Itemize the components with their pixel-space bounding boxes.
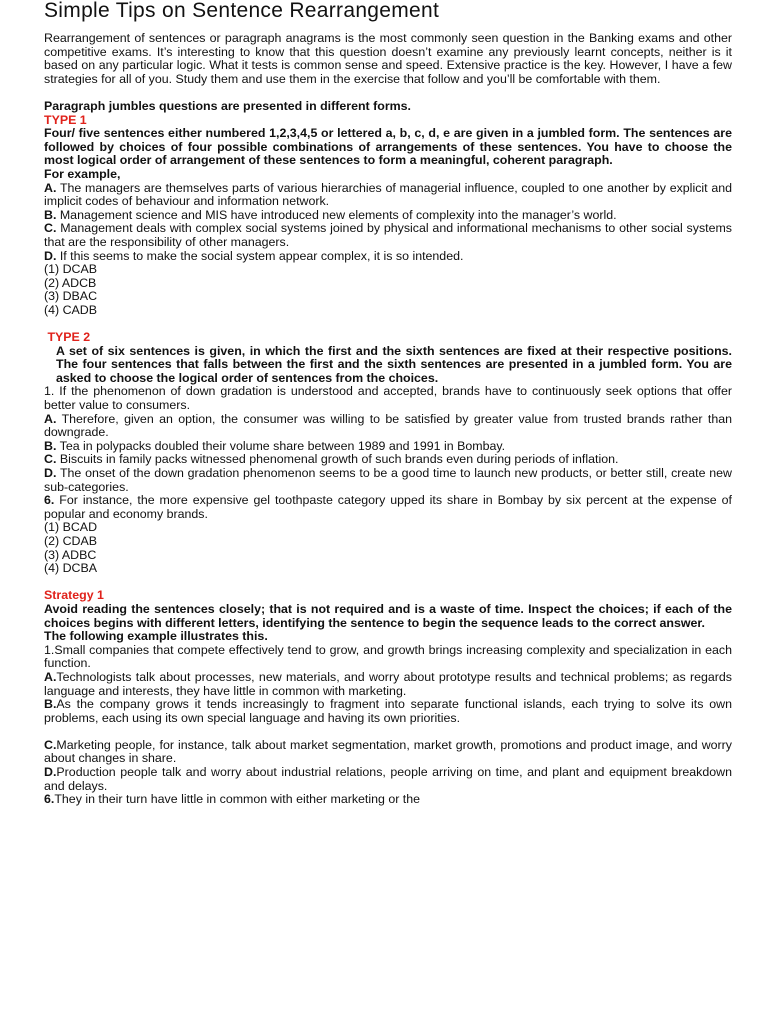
type1-label: TYPE 1 <box>44 112 87 127</box>
strategy1-sentence-a <box>44 671 732 698</box>
sentence-key: D. <box>44 765 57 780</box>
type1-sentence-d <box>44 250 732 264</box>
type2-options <box>44 521 732 575</box>
type1-sentence-a <box>44 182 732 209</box>
sentence-text: Tea in polypacks doubled their volume share between 1989 and 1991 in Bombay. <box>59 438 506 453</box>
sentence-key: 6. <box>44 493 55 508</box>
sentence-text: Management deals with complex social systems joined by physical and informational mechanisms to other social systems that are the responsibility of other managers. <box>44 221 732 249</box>
type2-sentence-d <box>44 467 732 494</box>
option-item: (2) CDAB <box>44 533 98 548</box>
sentence-key: D. <box>44 248 57 263</box>
sentence-key: B. <box>44 207 57 222</box>
type2-sentence-1 <box>44 385 732 412</box>
option-item: (2) ADCB <box>44 275 97 290</box>
strategy1-sentence-d <box>44 766 732 793</box>
type1-sentence-b <box>44 209 732 223</box>
sentence-key: C. <box>44 452 57 467</box>
sentence-key: D. <box>44 466 57 480</box>
sentence-text: Marketing people, for instance, talk about market segmentation, market growth, promotions and product image, and worry about changes in share. <box>44 737 732 766</box>
sentence-text: If this seems to make the social system appear complex, it is so intended. <box>59 248 464 263</box>
strategy1-sentence-1 <box>44 644 732 671</box>
sentence-text: Therefore, given an option, the consumer was willing to be satisfied by greater value from trusted brands rather than downgrade. <box>44 411 732 440</box>
document-page <box>44 0 732 807</box>
sentence-key: C. <box>44 221 57 236</box>
type2-sentence-c <box>44 453 732 467</box>
option-item: (1) DCAB <box>44 262 98 277</box>
strategy1-label: Strategy 1 <box>44 588 104 603</box>
sentence-text: If the phenomenon of down gradation is understood and accepted, brands have to continuously seek options that offer better value to consumers. <box>44 384 732 413</box>
strategy1-sentence-6 <box>44 793 732 807</box>
sentence-text: The managers are themselves parts of various hierarchies of managerial influence, coupled to one another by explicit and implicit codes of behaviour and information network. <box>44 180 733 209</box>
option-item: (4) DCBA <box>44 561 98 576</box>
type2-sentence-b <box>44 440 732 454</box>
type2-sentence-6 <box>44 494 732 521</box>
page-title: Simple Tips on Sentence Rearrangement <box>44 0 440 22</box>
sentence-key: B. <box>44 438 57 453</box>
intro-paragraph: Rearrangement of sentences or paragraph anagrams is the most commonly seen question in the Banking exams and other competitive exams. It’s interesting to know that this question doesn’t examine any previously learnt concepts, neither is it based on any particular logic. What it tests is common sense and speed. Extensive practice is the key. However, I have a few strategies for all of you. Study them and use them in the exercise that follow and you’ll be comfortable with them. <box>44 31 732 86</box>
sentence-text: Management science and MIS have introduced new elements of complexity into the manager’s world. <box>59 207 617 222</box>
sentence-key: A. <box>44 180 57 195</box>
option-item: (3) DBAC <box>44 289 98 304</box>
option-item: (4) CADB <box>44 302 98 317</box>
strategy1-example-label: The following example illustrates this. <box>44 629 268 644</box>
option-item: (1) BCAD <box>44 520 98 535</box>
sentence-key: A. <box>44 669 57 684</box>
type2-label <box>44 331 732 345</box>
sentence-text: The onset of the down gradation phenomenon seems to be a good time to launch new products, or better still, create new sub-categories. <box>44 466 733 494</box>
sentence-text: As the company grows it tends increasingly to fragment into separate functional islands, each trying to solve its own problems, each using its own special language and having its own priorities. <box>44 697 732 725</box>
sentence-text: Biscuits in family packs witnessed phenomenal growth of such brands even during periods of inflation. <box>59 452 619 467</box>
strategy1-description: Avoid reading the sentences closely; that is not required and is a waste of time. Inspect the choices; if each of the choices begins with different letters, identifying the sentence to begin the sequence leads to the correct answer. <box>44 601 732 630</box>
sentence-text: Technologists talk about processes, new materials, and worry about prototype results and technical problems; as regards language and interests, they have little in common with marketing. <box>44 669 732 698</box>
type2-description: A set of six sentences is given, in which the first and the sixth sentences are fixed at their respective positions. The four sentences that falls between the first and the sixth sentences are presented in a jumbled form. You are asked to choose the logical order of sentences from the choices. <box>56 343 732 385</box>
sentence-key: A. <box>44 411 57 426</box>
sentence-text: Production people talk and worry about industrial relations, people arriving on time, and plant and equipment breakdown and delays. <box>44 765 732 793</box>
sentence-key: 1. <box>44 642 55 657</box>
sentence-text: For instance, the more expensive gel toothpaste category upped its share in Bombay by six percent at the expense of popular and economy brands. <box>44 493 732 521</box>
sentence-text: Small companies that compete effectively tend to grow, and growth brings increasing complexity and specialization in each function. <box>44 642 732 671</box>
type2-label-text: TYPE 2 <box>47 330 91 345</box>
sentence-key: B. <box>44 697 57 712</box>
strategy1-sentence-b <box>44 698 732 725</box>
type1-description: Four/ five sentences either numbered 1,2,3,4,5 or lettered a, b, c, d, e are given in a jumbled form. The sentences are followed by choices of four possible combinations of arrangements of these sentences. You have to choose the most logical order of arrangement of these sentences to form a meaningful, coherent paragraph. <box>44 126 732 168</box>
type2-sentence-a <box>44 413 732 440</box>
sentence-key: C. <box>44 737 57 752</box>
type1-options <box>44 263 732 317</box>
option-item: (3) ADBC <box>44 547 97 562</box>
sentence-text: They in their turn have little in common with either marketing or the <box>54 792 421 807</box>
type1-sentence-c <box>44 222 732 249</box>
sentence-key: 1. <box>44 384 55 399</box>
sentence-key: 6. <box>44 792 55 807</box>
type1-example-label: For example, <box>44 166 121 181</box>
strategy1-sentence-c <box>44 739 732 766</box>
forms-heading: Paragraph jumbles questions are presented in different forms. <box>44 98 411 113</box>
